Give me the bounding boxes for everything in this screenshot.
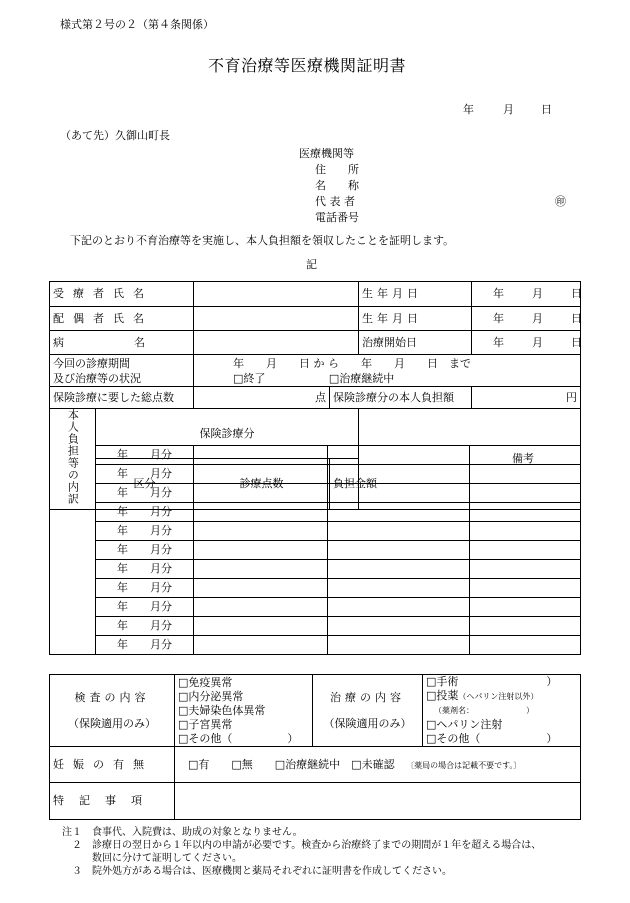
month-category[interactable]: 年 月分 — [96, 503, 194, 522]
month-category[interactable]: 年 月分 — [96, 484, 194, 503]
institution-phone-label: 電話番号 — [315, 211, 359, 224]
treat-medication-checkbox[interactable]: □投薬（ヘパリン注射以外） — [426, 689, 539, 702]
spouse-birth-field[interactable]: 年 月 日 — [472, 307, 581, 331]
self-burden-label: 保険診療分の本人負担額 — [330, 387, 472, 409]
seal-mark: ㊞ — [555, 195, 566, 208]
month-burden-field[interactable] — [328, 617, 470, 636]
patient-birth-label: 生年月日 — [359, 282, 472, 307]
row-patient — [50, 282, 581, 307]
month-category[interactable]: 年 月分 — [96, 446, 194, 465]
month-burden-field[interactable] — [328, 503, 470, 522]
institution-label: 医療機関等 — [299, 147, 354, 160]
patient-name-label: 受療者氏名 — [50, 282, 194, 307]
points-header: 診療点数 — [194, 459, 330, 509]
row-spouse — [50, 307, 581, 331]
month-row — [50, 579, 581, 598]
month-category[interactable]: 年 月分 — [96, 541, 194, 560]
disease-label: 病名 — [50, 331, 194, 355]
spouse-name-label: 配偶者氏名 — [50, 307, 194, 331]
self-burden-field[interactable]: 円 — [472, 387, 581, 409]
treatment-start-label: 治療開始日 — [359, 331, 472, 355]
period-dates[interactable]: 年 月 日 か ら 年 月 日 まで — [233, 356, 471, 370]
month-burden-field[interactable] — [328, 636, 470, 655]
row-totals — [50, 387, 581, 409]
exam-other-checkbox[interactable]: □その他（ ） — [178, 731, 299, 745]
breakdown-spacer — [50, 560, 96, 579]
exam-label-cell — [50, 675, 175, 747]
breakdown-spacer — [50, 636, 96, 655]
pregnancy-options — [175, 747, 581, 783]
treat-label-cell — [313, 675, 423, 747]
exam-chromosome-checkbox[interactable]: □夫婦染色体異常 — [178, 703, 266, 717]
pregnancy-label: 妊娠の有無 — [50, 747, 175, 783]
month-row — [50, 446, 581, 465]
month-burden-field[interactable] — [328, 598, 470, 617]
row-special — [50, 783, 581, 820]
certification-statement: 下記のとおり不育治療等を実施し、本人負担額を領収したことを証明します。 — [70, 234, 455, 247]
month-row — [50, 465, 581, 484]
month-category[interactable]: 年 月分 — [96, 560, 194, 579]
note-2a: ２ 診療日の翌日から１年以内の申請が必要です。検査から治療終了までの期間が１年を超える場合は、 — [62, 840, 542, 851]
month-burden-field[interactable] — [328, 522, 470, 541]
patient-birth-field[interactable]: 年 月 日 — [472, 282, 581, 307]
month-remarks-field[interactable] — [470, 446, 581, 465]
month-row — [50, 617, 581, 636]
ki-label: 記 — [306, 258, 317, 271]
month-category[interactable]: 年 月分 — [96, 636, 194, 655]
month-category[interactable]: 年 月分 — [96, 522, 194, 541]
details-table — [49, 674, 581, 820]
month-remarks-field[interactable] — [470, 636, 581, 655]
month-points-field[interactable] — [194, 503, 328, 522]
month-points-field[interactable] — [194, 522, 328, 541]
month-category[interactable]: 年 月分 — [96, 579, 194, 598]
special-notes-label: 特記事項 — [50, 783, 175, 820]
insurance-section-header: 保険診療分 — [96, 409, 359, 459]
addressee: （あて先）久御山町長 — [60, 129, 170, 142]
total-points-field[interactable]: 点 — [194, 387, 330, 409]
issue-date-year[interactable]: 年 — [463, 103, 474, 116]
month-remarks-field[interactable] — [470, 579, 581, 598]
month-row — [50, 522, 581, 541]
month-category[interactable]: 年 月分 — [96, 617, 194, 636]
pregnancy-checkboxes[interactable]: □有 □無 □治療継続中 □未確認 — [188, 757, 395, 771]
status-ended-checkbox[interactable]: □終了 — [233, 371, 266, 385]
spouse-birth-label: 生年月日 — [359, 307, 472, 331]
treatment-start-field[interactable]: 年 月 日 — [472, 331, 581, 355]
month-points-field[interactable] — [194, 560, 328, 579]
page-title: 不育治療等医療機関証明書 — [208, 56, 407, 75]
breakdown-spacer — [50, 522, 96, 541]
treat-heparin-checkbox[interactable]: □ヘパリン注射 — [426, 718, 503, 731]
breakdown-label: 本人負担等の内訳 — [66, 409, 80, 505]
month-remarks-field[interactable] — [470, 503, 581, 522]
breakdown-spacer — [50, 503, 96, 522]
month-points-field[interactable] — [194, 617, 328, 636]
month-points-field[interactable] — [194, 579, 328, 598]
exam-options — [175, 675, 313, 747]
month-burden-field[interactable] — [328, 579, 470, 598]
institution-representative-label: 代 表 者 — [315, 195, 355, 208]
month-points-field[interactable] — [194, 446, 328, 465]
month-burden-field[interactable] — [328, 560, 470, 579]
month-points-field[interactable] — [194, 484, 328, 503]
breakdown-spacer — [50, 484, 96, 503]
exam-sub: （保険適用のみ） — [68, 716, 156, 730]
month-category[interactable]: 年 月分 — [96, 465, 194, 484]
pregnancy-note: 〔薬局の場合は記載不要です。〕 — [406, 760, 522, 770]
row-period — [50, 355, 581, 387]
month-row — [50, 560, 581, 579]
special-notes-field[interactable] — [175, 783, 581, 820]
breakdown-spacer — [50, 465, 96, 484]
disease-field[interactable] — [194, 331, 359, 355]
month-points-field[interactable] — [194, 465, 328, 484]
month-burden-field[interactable] — [328, 465, 470, 484]
month-remarks-field[interactable] — [470, 484, 581, 503]
remarks-header: 備考 — [359, 409, 581, 510]
month-row — [50, 484, 581, 503]
month-category[interactable]: 年 月分 — [96, 598, 194, 617]
note-3: ３ 院外処方がある場合は、医療機関と薬局それぞれに証明書を作成してください。 — [62, 866, 452, 877]
month-burden-field[interactable] — [328, 446, 470, 465]
month-row — [50, 636, 581, 655]
treat-label: 治療の内容 — [330, 690, 405, 704]
form-number: 様式第２号の２（第４条関係） — [60, 18, 214, 31]
breakdown-spacer — [50, 541, 96, 560]
month-row — [50, 541, 581, 560]
row-exam-treatment — [50, 675, 581, 747]
month-remarks-field[interactable] — [470, 560, 581, 579]
breakdown-spacer — [50, 579, 96, 598]
exam-endocrine-checkbox[interactable]: □内分泌異常 — [178, 689, 244, 703]
month-points-field[interactable] — [194, 598, 328, 617]
month-remarks-field[interactable] — [470, 541, 581, 560]
month-burden-field[interactable] — [328, 484, 470, 503]
burden-header: 負担金額 — [330, 459, 359, 509]
month-burden-field[interactable] — [328, 541, 470, 560]
note-1: 注１ 食事代、入院費は、助成の対象となりません。 — [62, 827, 303, 838]
institution-name-label: 名 称 — [315, 179, 359, 192]
patient-name-field[interactable] — [194, 282, 359, 307]
exam-label: 検査の内容 — [74, 690, 150, 704]
period-field[interactable] — [194, 355, 581, 387]
month-remarks-field[interactable] — [470, 598, 581, 617]
institution-address-label: 住 所 — [315, 163, 359, 176]
breakdown-spacer — [50, 446, 96, 465]
breakdown-spacer — [50, 617, 96, 636]
row-pregnancy — [50, 747, 581, 783]
issue-date-month[interactable]: 月 — [503, 103, 514, 116]
exam-immune-checkbox[interactable]: □免疫異常 — [178, 675, 233, 689]
treat-sub: （保険適用のみ） — [323, 716, 412, 730]
period-label: 今回の診療期間 及び治療等の状況 — [50, 355, 194, 387]
month-remarks-field[interactable] — [470, 465, 581, 484]
total-points-label: 保険診療に要した総点数 — [50, 387, 194, 409]
monthly-breakdown-table — [49, 445, 581, 655]
month-points-field[interactable] — [194, 636, 328, 655]
spouse-name-field[interactable] — [194, 307, 359, 331]
month-row — [50, 503, 581, 522]
note-2b: 数回に分けて証明してください。 — [62, 853, 242, 864]
treat-options — [423, 675, 581, 747]
issue-date-day[interactable]: 日 — [541, 103, 552, 116]
breakdown-spacer — [50, 598, 96, 617]
treat-other-checkbox[interactable]: □その他（ ） — [426, 732, 558, 745]
drug-name-field[interactable]: （薬剤名： ） — [434, 706, 534, 715]
status-continuing-checkbox[interactable]: □治療継続中 — [328, 371, 395, 385]
month-points-field[interactable] — [194, 541, 328, 560]
category-header: 区分 — [96, 459, 194, 509]
row-disease — [50, 331, 581, 355]
footnotes — [62, 826, 541, 878]
treat-surgery-checkbox[interactable]: □手術 ） — [426, 675, 558, 688]
month-row — [50, 598, 581, 617]
month-remarks-field[interactable] — [470, 522, 581, 541]
month-remarks-field[interactable] — [470, 617, 581, 636]
exam-uterus-checkbox[interactable]: □子宮異常 — [178, 717, 233, 731]
